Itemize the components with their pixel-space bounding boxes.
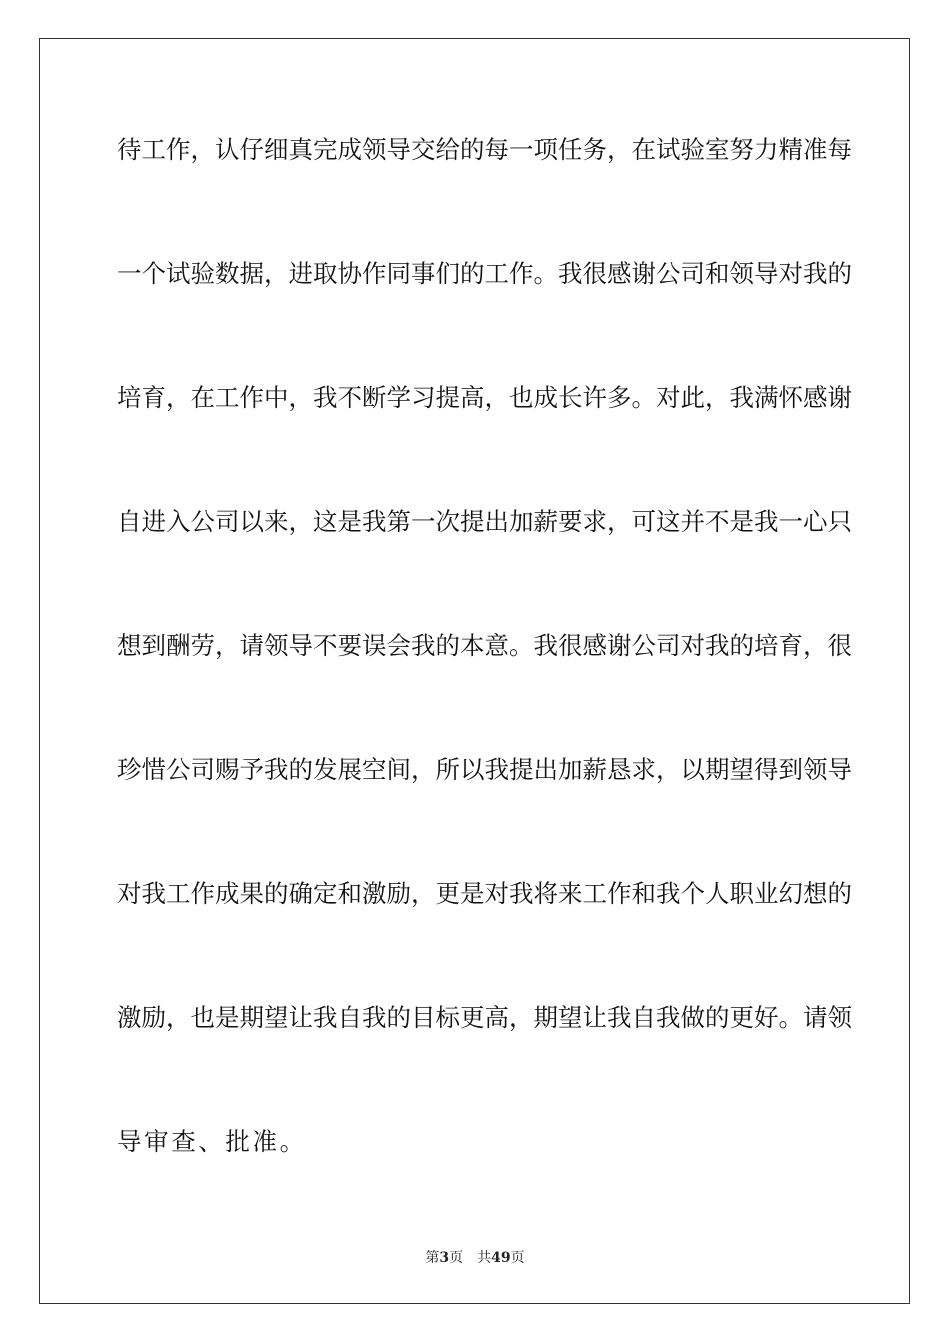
body-text-line: 激励，也是期望让我自我的目标更高，期望让我自我做的更好。请领 xyxy=(117,1003,852,1032)
body-text-line: 珍惜公司赐予我的发展空间，所以我提出加薪恳求，以期望得到领导 xyxy=(117,755,852,784)
body-text-line: 待工作，认仔细真完成领导交给的每一项任务，在试验室努力精准每 xyxy=(117,135,852,164)
body-text-line: 一个试验数据，进取协作同事们的工作。我很感谢公司和领导对我的 xyxy=(117,259,852,288)
page-border xyxy=(39,38,910,1304)
total-prefix: 共 xyxy=(477,1250,492,1266)
page-footer xyxy=(0,1248,950,1268)
page-number: 3 xyxy=(439,1250,450,1266)
total-pages: 49 xyxy=(491,1250,511,1266)
body-text-line: 导审查、批准。 xyxy=(117,1127,307,1156)
page-suffix: 页 xyxy=(449,1250,464,1266)
body-text-line: 自进入公司以来，这是我第一次提出加薪要求，可这并不是我一心只 xyxy=(117,507,852,536)
body-text-line: 对我工作成果的确定和激励，更是对我将来工作和我个人职业幻想的 xyxy=(117,879,852,908)
body-text-line: 想到酬劳，请领导不要误会我的本意。我很感谢公司对我的培育，很 xyxy=(117,631,852,660)
total-suffix: 页 xyxy=(510,1250,525,1266)
body-text-line: 培育，在工作中，我不断学习提高，也成长许多。对此，我满怀感谢 xyxy=(117,383,852,412)
page-prefix: 第 xyxy=(425,1250,440,1266)
